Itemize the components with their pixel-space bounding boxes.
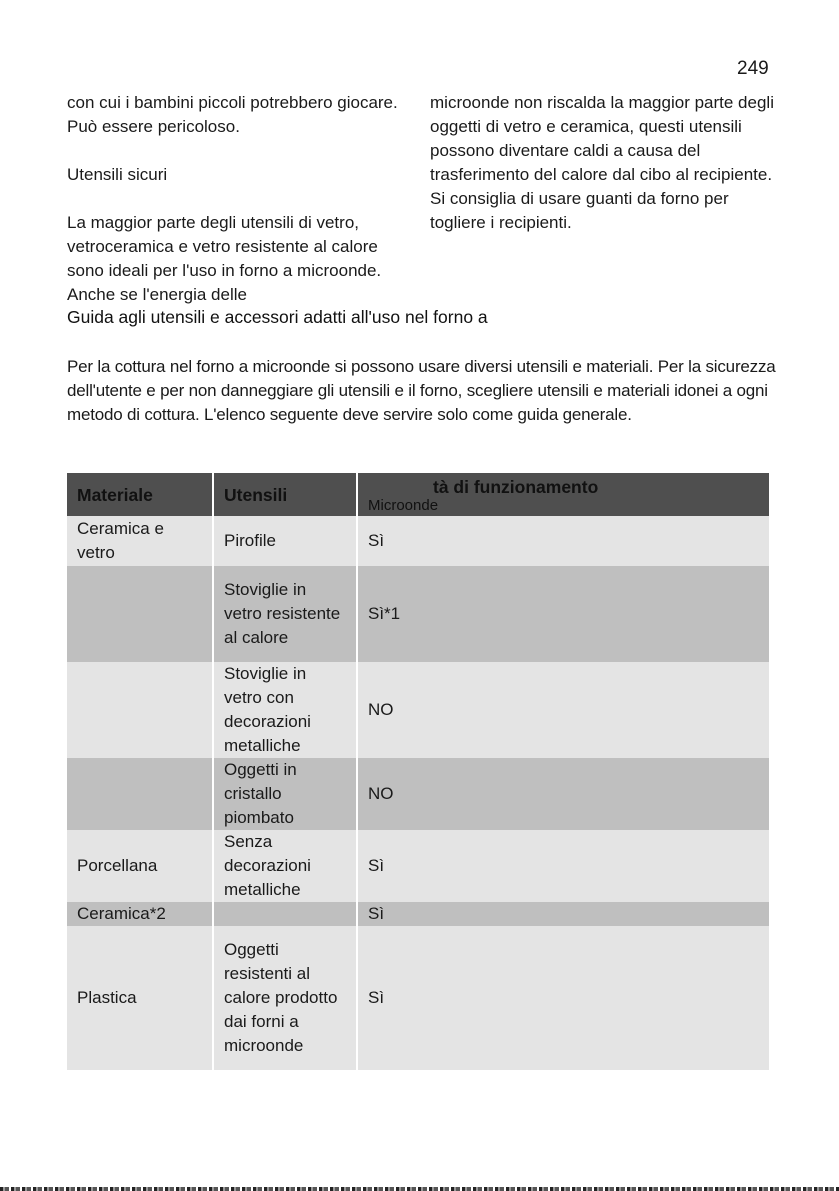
table-row xyxy=(67,758,769,830)
cell-utensil: Senza decorazioni metalliche xyxy=(213,830,357,902)
cell-material xyxy=(67,566,213,662)
table-row xyxy=(67,566,769,662)
table-header-row xyxy=(67,473,769,516)
cell-material: Ceramica e vetro xyxy=(67,516,213,566)
cell-microwave: NO xyxy=(357,758,769,830)
page-number: 249 xyxy=(737,58,769,79)
cell-material: Plastica xyxy=(67,926,213,1070)
cell-microwave: Sì xyxy=(357,926,769,1070)
cell-microwave: NO xyxy=(357,662,769,758)
header-utensils: Utensili xyxy=(213,473,357,516)
cell-utensil: Pirofile xyxy=(213,516,357,566)
left-paragraph-2: La maggior parte degli utensili di vetro, vetroceramica e vetro resistente al calore sono ideali per l'uso in forno a microonde. Anche se l'energia delle xyxy=(67,213,382,304)
right-column xyxy=(430,91,775,235)
section-title: Guida agli utensili e accessori adatti all'uso nel forno a xyxy=(67,307,488,327)
cell-microwave: Sì xyxy=(357,830,769,902)
table-row xyxy=(67,662,769,758)
cell-microwave: Sì*1 xyxy=(357,566,769,662)
header-function-microwave: Microonde xyxy=(368,496,439,514)
cell-utensil: Stoviglie in vetro con decorazioni metalliche xyxy=(213,662,357,758)
left-column xyxy=(67,91,417,307)
cell-utensil: Oggetti resistenti al calore prodotto dai forni a microonde xyxy=(213,926,357,1070)
cell-microwave: Sì xyxy=(357,516,769,566)
cell-utensil: Oggetti in cristallo piombato xyxy=(213,758,357,830)
cell-utensil: Stoviglie in vetro resistente al calore xyxy=(213,566,357,662)
header-function xyxy=(357,473,769,516)
table-row xyxy=(67,926,769,1070)
subheading-utensili-sicuri: Utensili sicuri xyxy=(67,165,168,184)
cell-utensil xyxy=(213,902,357,926)
cell-microwave: Sì xyxy=(357,902,769,926)
cell-material: Porcellana xyxy=(67,830,213,902)
right-paragraph: microonde non riscalda la maggior parte degli oggetti di vetro e ceramica, questi utensili possono diventare caldi a causa del trasferimento del calore dal cibo al recipiente. Si consiglia di usare guanti da forno per togliere i recipienti. xyxy=(430,93,774,232)
intro-paragraph: Per la cottura nel forno a microonde si possono usare diversi utensili e materiali. Per la sicurezza dell'utente e per non danneggiare gli utensili e il forno, scegliere utensili e materiali idonei a ogni metodo di cottura. L'elenco seguente deve servire solo come guida generale. xyxy=(67,357,776,424)
left-paragraph-1: con cui i bambini piccoli potrebbero giocare. Può essere pericoloso. xyxy=(67,93,398,136)
table-row xyxy=(67,830,769,902)
scan-artifact-strip xyxy=(0,1187,839,1191)
cell-material: Ceramica*2 xyxy=(67,902,213,926)
header-function-title: tà di funzionamento xyxy=(433,476,599,497)
table-row xyxy=(67,516,769,566)
cell-material xyxy=(67,758,213,830)
cell-material xyxy=(67,662,213,758)
table-row xyxy=(67,902,769,926)
utensils-table xyxy=(67,473,769,1070)
header-material: Materiale xyxy=(67,473,213,516)
